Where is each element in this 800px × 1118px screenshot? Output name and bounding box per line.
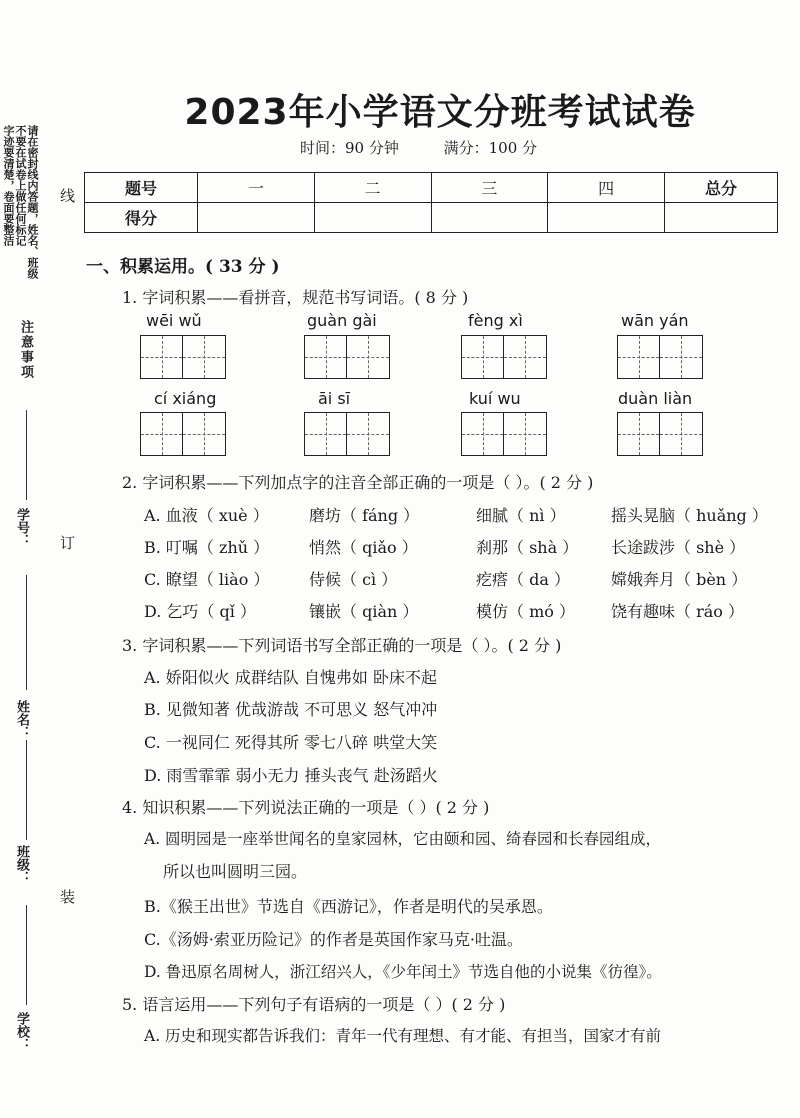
q2-d-2: 镶嵌（ qiàn ） <box>309 602 419 621</box>
score-table-score-row <box>85 203 778 233</box>
class-label: 班级： <box>14 845 29 884</box>
pinyin-3: fèng xì <box>468 311 523 330</box>
q2-b-3: 刹那（ shà ） <box>476 538 579 557</box>
q2-d-3: 模仿（ mó ） <box>476 602 575 621</box>
writing-grid[interactable] <box>304 412 390 456</box>
question-4: 4. 知识积累——下列说法正确的一项是（ ）( 2 分 ) <box>122 798 490 817</box>
q2-a-3: 细腻（ nì ） <box>476 506 566 525</box>
cut-mark-zhuang: 装 <box>60 888 76 906</box>
q4-option-d: D. 鲁迅原名周树人，浙江绍兴人，《少年闰土》节选自他的小说集《彷徨》。 <box>144 963 662 981</box>
q3-option-c: C. 一视同仁 死得其所 零七八碎 哄堂大笑 <box>144 733 438 752</box>
section-heading: 一、积累运用。( 33 分 ) <box>86 257 280 277</box>
q4-option-a-cont: 所以也叫圆明三园。 <box>163 862 308 881</box>
writing-grid[interactable] <box>140 335 226 379</box>
q2-c-2: 侍候（ cì ） <box>309 570 398 589</box>
cut-mark-xian: 线 <box>60 187 76 205</box>
q4-option-c: C.《汤姆·索亚历险记》的作者是英国作家马克·吐温。 <box>144 930 523 949</box>
q2-d-1: D. 乞巧（ qǐ ） <box>144 602 256 621</box>
page-title: 2023年小学语文分班考试试卷 <box>184 92 696 133</box>
q2-c-1: C. 瞭望（ liào ） <box>144 570 270 589</box>
name-label: 姓名： <box>14 700 29 739</box>
writing-grid[interactable] <box>140 412 226 456</box>
score-cell-4[interactable] <box>548 203 665 233</box>
score-col-2: 二 <box>314 173 431 203</box>
writing-grid[interactable] <box>304 335 390 379</box>
question-1: 1. 字词积累——看拼音，规范书写词语。( 8 分 ) <box>122 288 469 307</box>
class-field[interactable] <box>26 740 27 840</box>
q2-a-2: 磨坊（ fáng ） <box>309 506 420 525</box>
note-line-2: 不要在试卷上做任何标记 <box>14 125 27 246</box>
score-col-total: 总分 <box>665 173 778 203</box>
pinyin-8: duàn liàn <box>618 389 693 408</box>
pinyin-5: cí xiáng <box>154 389 217 408</box>
question-3: 3. 字词积累——下列词语书写全部正确的一项是（ ）。( 2 分 ) <box>122 636 562 655</box>
id-field[interactable] <box>26 410 27 500</box>
q4-option-a: A. 圆明园是一座举世闻名的皇家园林，它由颐和园、绮春园和长春园组成， <box>144 830 662 848</box>
note-line-1: 请在密封线内答题，姓名、班级 <box>26 125 39 279</box>
q2-d-4: 饶有趣味（ ráo ） <box>611 602 744 621</box>
score-cell-total[interactable] <box>665 203 778 233</box>
q2-a-4: 摇头晃脑（ huǎng ） <box>611 506 768 525</box>
q5-option-a: A. 历史和现实都告诉我们：青年一代有理想、有才能、有担当，国家才有前 <box>144 1027 662 1045</box>
time-limit: 时间：90 分钟 <box>300 139 399 157</box>
question-2: 2. 字词积累——下列加点字的注音全部正确的一项是（ ）。( 2 分 ) <box>122 473 594 492</box>
score-col-1: 一 <box>198 173 315 203</box>
school-label: 学校： <box>14 1012 29 1051</box>
q3-option-b: B. 见微知著 优哉游哉 不可思义 怒气冲冲 <box>144 700 438 719</box>
pinyin-2: guàn gài <box>307 311 377 330</box>
score-col-4: 四 <box>548 173 665 203</box>
pinyin-7: kuí wu <box>469 389 521 408</box>
pinyin-1: wēi wǔ <box>146 311 202 330</box>
q4-option-b: B.《猴王出世》节选自《西游记》，作者是明代的吴承恩。 <box>144 897 553 916</box>
q2-b-1: B. 叮嘱（ zhǔ ） <box>144 538 270 557</box>
full-score: 满分：100 分 <box>443 139 538 157</box>
writing-grid[interactable] <box>617 335 703 379</box>
score-cell-3[interactable] <box>431 203 548 233</box>
writing-grid[interactable] <box>461 335 547 379</box>
exam-notes <box>2 125 38 279</box>
pinyin-6: āi sī <box>318 389 351 408</box>
q2-c-3: 疙瘩（ da ） <box>476 570 570 589</box>
exam-info <box>300 137 577 158</box>
id-label: 学号： <box>14 508 29 547</box>
question-5: 5. 语言运用——下列句子有语病的一项是（ ）( 2 分 ) <box>122 995 506 1014</box>
notice-label: 注意事项 <box>18 320 33 380</box>
q2-b-4: 长途跋涉（ shè ） <box>611 538 746 557</box>
cut-mark-ding: 订 <box>60 534 76 552</box>
school-field[interactable] <box>26 905 27 1005</box>
binding-margin <box>0 0 80 1118</box>
name-field[interactable] <box>26 575 27 690</box>
q2-b-2: 悄然（ qiǎo ） <box>309 538 418 557</box>
q3-option-a: A. 娇阳似火 成群结队 自愧弗如 卧床不起 <box>144 668 437 687</box>
pinyin-4: wān yán <box>621 311 689 330</box>
writing-grid[interactable] <box>461 412 547 456</box>
score-cell-2[interactable] <box>314 203 431 233</box>
score-row-label: 得分 <box>85 203 198 233</box>
score-col-label: 题号 <box>85 173 198 203</box>
score-table <box>84 172 778 233</box>
score-cell-1[interactable] <box>198 203 315 233</box>
q3-option-d: D. 雨雪霏霏 弱小无力 捶头丧气 赴汤蹈火 <box>144 766 438 785</box>
writing-grid[interactable] <box>617 412 703 456</box>
score-table-header-row <box>85 173 778 203</box>
note-line-3: 字迹要清楚，卷面要整洁 <box>2 125 15 246</box>
q2-a-1: A. 血液（ xuè ） <box>144 506 269 525</box>
q2-c-4: 嫦娥奔月（ bèn ） <box>611 570 748 589</box>
score-col-3: 三 <box>431 173 548 203</box>
